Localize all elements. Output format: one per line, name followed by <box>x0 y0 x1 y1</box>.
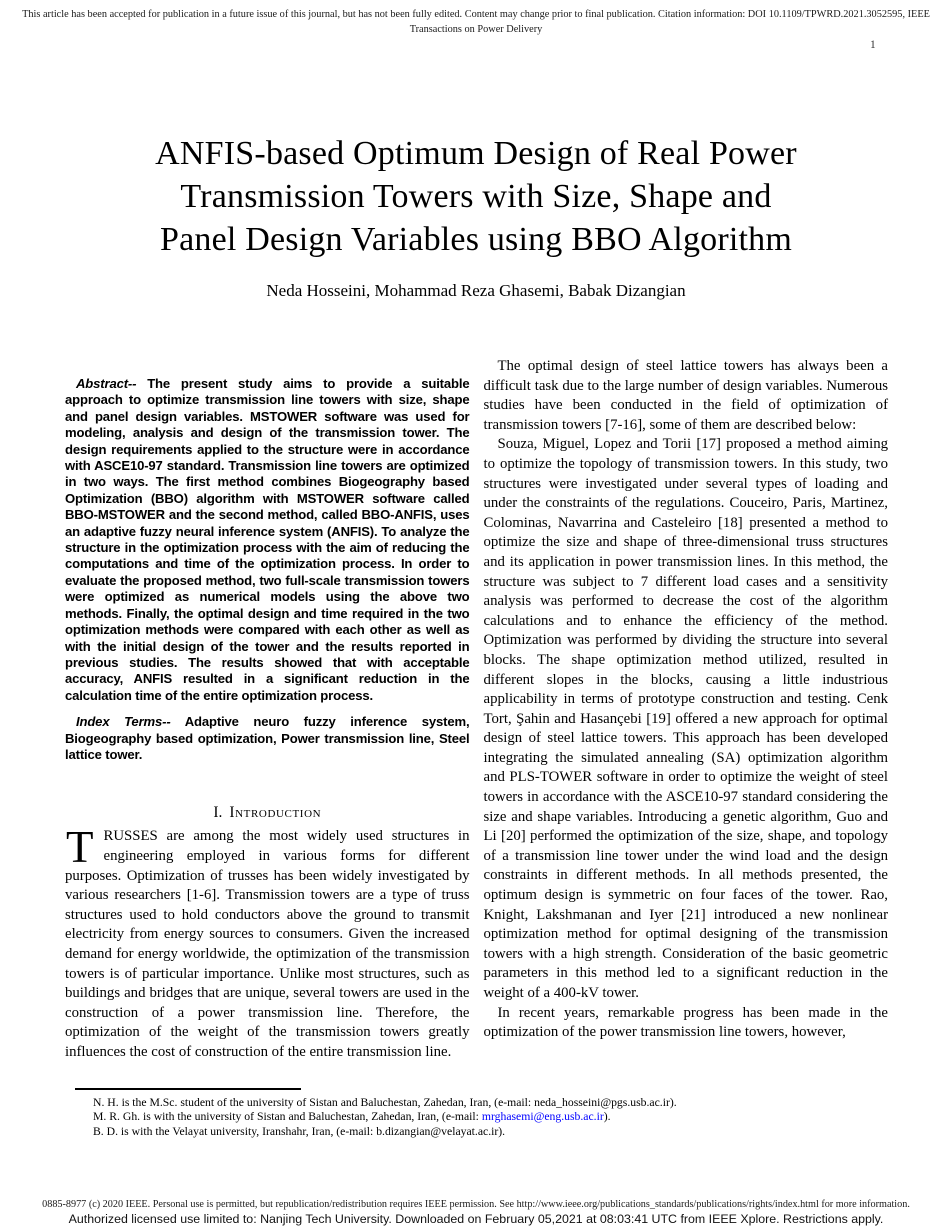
intro-paragraph <box>65 822 470 1062</box>
top-notice <box>0 0 952 37</box>
abstract-paragraph <box>65 376 470 704</box>
body-paragraph-2: Souza, Miguel, Lopez and Torii [17] proposed a method aiming to optimize the topology of transmission towers. In this study, two structures were investigated under several types of loading and under the constraints of the regulations. Couceiro, Paris, Martinez, Colominas, Navarrina and Casteleiro [18] presented a method to optimize the size and shape of three-dimensional truss structures and its application in power transmission lines. In this method, the structure was subject to 7 different load cases and a sensitivity analysis was performed to decrease the cost of the algorithm calculations and to enhance the efficiency of the method. Optimization was performed by dividing the structure into several blocks. The shape optimization method utilized, resulted in different slopes in the blocks, causing a little industrious applicability in terms of prototype construction and testing. Cenk Tort, Şahin and Hasançebi [19] offered a new approach for optimal design of steel lattice towers. This approach has been developed integrating the simulated annealing (SA) optimization algorithm and PLS-TOWER software in order to optimize the weight of steel towers in accordance with the ASCE10-97 standard considering the size and shape variables. Introducing a genetic algorithm, Guo and Li [20] performed the optimization of the size, shape, and topology of a transmission line tower under the wind load and the design constraints in different methods. In all methods presented, the optimum design is symmetric on four faces of the tower. Rao, Knight, Lakshmanan and Iyer [21] introduced a new nonlinear optimization method for optimal designing of the transmission towers with a high strength. Consideration of the basic geometric parameters in this method led to a significant reduction in the weight of a 400-kV tower. <box>483 436 888 1001</box>
two-column-body <box>65 357 888 1062</box>
title-line-3: Panel Design Variables using BBO Algorithm <box>159 221 793 258</box>
title-line-1: ANFIS-based Optimum Design of Real Power <box>155 135 797 172</box>
index-terms-label: Index Terms-- <box>76 714 171 730</box>
section-heading-introduction <box>65 804 470 822</box>
footer-license: Authorized licensed use limited to: Nanjing Tech University. Downloaded on February 05,2021 at 08:03:41 UTC from IEEE Xplore. Restrictions apply. <box>68 1212 884 1226</box>
section-title: Introduction <box>229 804 322 822</box>
footnote-line2-post: ). <box>603 1110 611 1124</box>
index-terms-paragraph <box>65 714 470 763</box>
footnote-line-3: B. D. is with the Velayat university, Iranshahr, Iran, (e-mail: b.dizangian@velayat.ac.ir). <box>93 1124 506 1138</box>
intro-text: RUSSES are among the most widely used structures in engineering employed in various forms for different purposes. Optimization of trusses has been widely investigated by various researchers [1-6]. Transmission towers are a type of truss structures used to hold conductors above the ground to transmit electricity from energy sources to consumers. Given the increased demand for energy worldwide, the optimization of the transmission towers is of particular importance. Unlike most structures, such as buildings and bridges that are unique, several towers are used in the construction of a power transmission line. Therefore, the optimization of the weight of the transmission towers greatly influences the cost of construction of the entire transmission line. <box>65 828 470 1060</box>
footnote-divider <box>75 1088 301 1090</box>
index-terms-text: Adaptive neuro fuzzy inference system, Biogeography based optimization, Power transmission line, Steel lattice tower. <box>65 714 470 762</box>
page-footer <box>0 1199 952 1227</box>
footer-copyright: 0885-8977 (c) 2020 IEEE. Personal use is permitted, but republication/redistribution requires IEEE permission. See http://www.ieee.org/publications_standards/publications/rights/index.html for more information. <box>42 1199 910 1210</box>
paper-title <box>60 132 892 261</box>
footnote-block <box>75 1088 677 1139</box>
section-number: I. <box>213 804 223 822</box>
right-column <box>484 357 889 1062</box>
title-line-2: Transmission Towers with Size, Shape and <box>180 178 772 215</box>
page-number: 1 <box>870 39 876 51</box>
abstract-label: Abstract-- <box>76 376 137 391</box>
left-column <box>65 357 470 1062</box>
footnote-line-2 <box>75 1110 677 1124</box>
drop-cap: T <box>66 822 94 873</box>
body-paragraph-1: The optimal design of steel lattice towers has always been a difficult task due to the large number of design variables. Numerous studies have been conducted in the field of optimization of transmission towers [7-16], some of them are described below: <box>483 358 888 433</box>
notice-line-2: Transactions on Power Delivery <box>409 24 543 35</box>
abstract-text: The present study aims to provide a suitable approach to optimize transmission line towers with size, shape and panel design variables. MSTOWER software was used for modeling, analysis and design of the transmission tower. The design requirements applied to the structure were in accordance with ASCE10-97 standard. Transmission line towers are optimized in two ways. The first method combines Biogeography based Optimization (BBO) algorithm with MSTOWER software called BBO-MSTOWER and the second method, called BBO-ANFIS, uses an adaptive fuzzy neural inference system (ANFIS). To analyze the structure in the optimization process with the aim of reducing the computations and time of the optimization process. In order to evaluate the proposed method, two full-scale transmission towers were optimized as numerical models using the above two methods. Finally, the optimal design and time required in the two optimization methods were compared with each other as well as with the initial design of the tower and the results reported in previous studies. The results showed that with acceptable accuracy, ANFIS resulted in a significant reduction in the calculation time of the entire optimization process. <box>65 376 470 703</box>
authors-line: Neda Hosseini, Mohammad Reza Ghasemi, Babak Dizangian <box>266 281 686 300</box>
notice-line-1: This article has been accepted for publication in a future issue of this journal, but has not been fully edited. Content may change prior to final publication. Citation information: DOI 10.1109/TPWRD.2021.3052595, IEEE <box>22 9 930 20</box>
body-paragraph-3: In recent years, remarkable progress has been made in the optimization of the power transmission line towers, however, <box>483 1004 888 1041</box>
footnote-line2-pre: M. R. Gh. is with the university of Sistan and Baluchestan, Zahedan, Iran, (e-mail: <box>93 1110 482 1124</box>
footnote-line-1: N. H. is the M.Sc. student of the university of Sistan and Baluchestan, Zahedan, Iran, (e-mail: neda_hosseini@pgs.usb.ac.ir). <box>93 1096 677 1109</box>
footnote-email-link[interactable]: mrghasemi@eng.usb.ac.ir <box>481 1110 604 1124</box>
